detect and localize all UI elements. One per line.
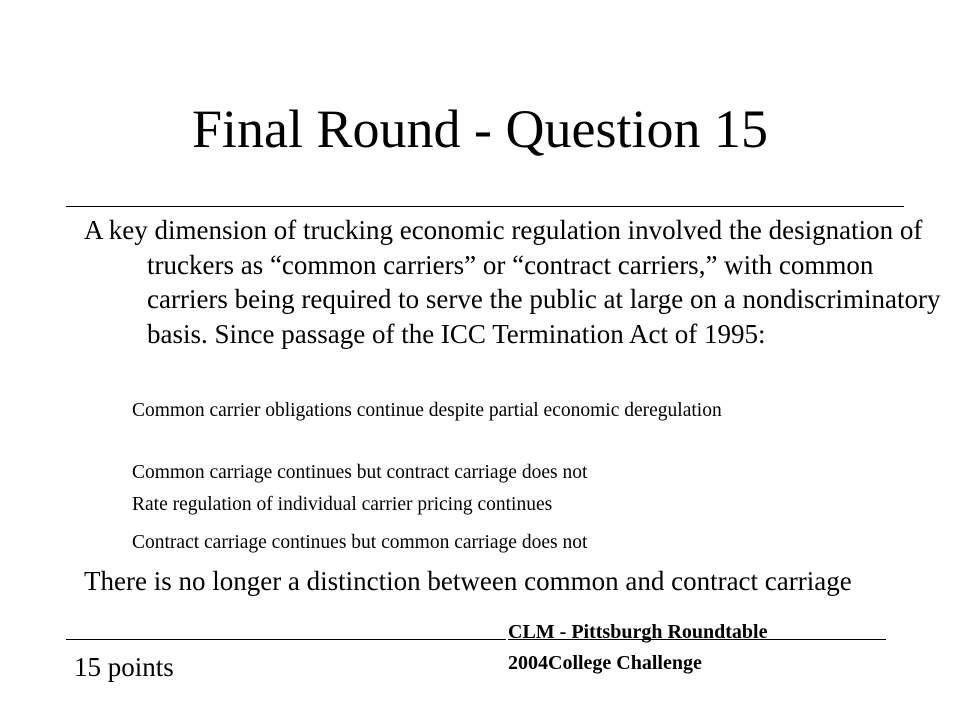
title-divider bbox=[66, 206, 904, 207]
footer-event: 2004College Challenge bbox=[508, 652, 702, 674]
answer-option: There is no longer a distinction between common and contract carriage bbox=[84, 566, 852, 596]
option-3: Rate regulation of individual carrier pricing continues bbox=[132, 494, 553, 515]
slide-title: Final Round - Question 15 bbox=[192, 99, 768, 159]
points-label: 15 points bbox=[74, 652, 174, 682]
option-2: Common carriage continues but contract carriage does not bbox=[132, 462, 588, 483]
footer-divider-left bbox=[66, 639, 506, 640]
option-1: Common carrier obligations continue despite partial economic deregulation bbox=[132, 400, 722, 421]
option-4: Contract carriage continues but common carriage does not bbox=[132, 532, 588, 553]
footer-organization: CLM - Pittsburgh Roundtable bbox=[508, 621, 768, 643]
question-text: A key dimension of trucking economic regulation involved the designation of truckers as “common carriers” or “contract carriers,” with common carriers being required to serve the public at large on a nondiscriminatory basis. Since passage of the ICC Termination Act of 1995: bbox=[84, 215, 941, 349]
